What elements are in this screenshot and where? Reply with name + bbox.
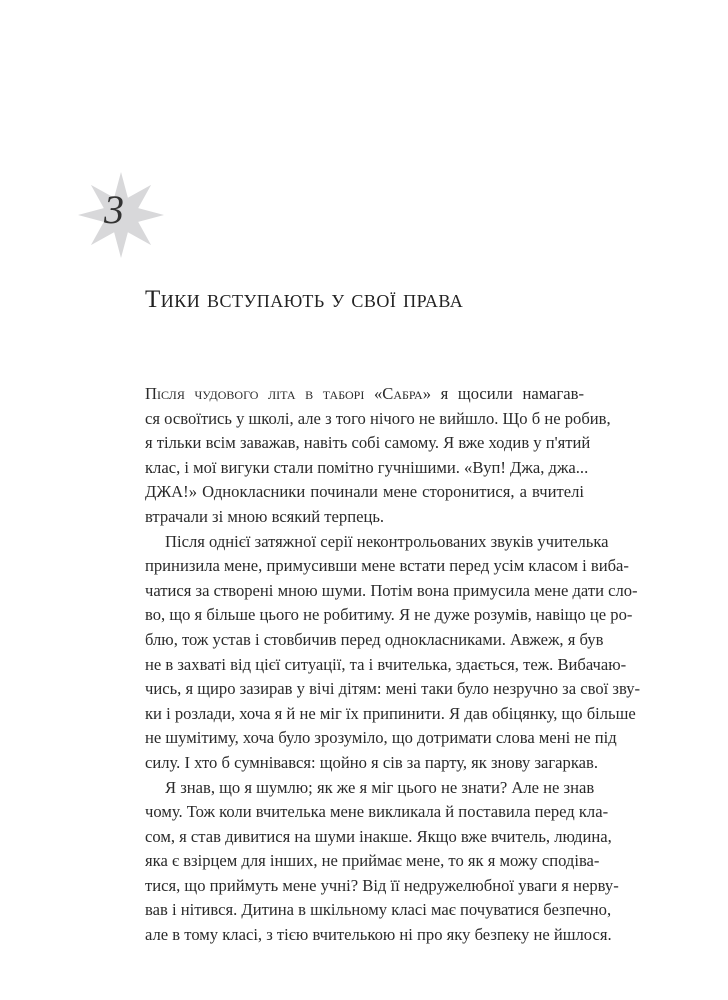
text-line: чись, я щиро зазирав у вічі дітям: мені таки було незручно за свої зву- xyxy=(145,679,641,699)
text-line: яка є взірцем для інших, не приймає мене, то як я можу сподіва- xyxy=(145,851,600,871)
text-line: Після чудового літа в таборі «Сабра» я щосили намагав- xyxy=(145,384,584,403)
text-line: ДЖА!» Однокласники починали мене сторонитися, а вчителі xyxy=(145,482,584,502)
text-line: не в захваті від цієї ситуації, та і вчителька, здається, теж. Вибачаю- xyxy=(145,654,627,674)
text-line: не шумітиму, хоча було зрозуміло, що дотримати слова мені не під xyxy=(145,728,617,748)
text-line: клас, і мої вигуки стали помітно гучнішими. «Вуп! Джа, джа... xyxy=(145,457,589,477)
text-line: Я знав, що я шумлю; як же я міг цього не знати? Але не знав xyxy=(165,777,595,797)
text-line: ки і розлади, хоча я й не міг їх припинити. Я дав обіцянку, що більше xyxy=(145,703,636,723)
text-line: я тільки всім заважав, навіть собі самому. Я вже ходив у п'ятий xyxy=(145,433,591,453)
text-line: але в тому класі, з тією вчителькою ні про яку безпеку не йшлося. xyxy=(145,925,612,945)
text-line: тися, що приймуть мене учні? Від її недружелюбної уваги я нерву- xyxy=(145,875,619,895)
text-line: блю, тож устав і стовбичив перед однокласниками. Авжеж, я був xyxy=(145,629,604,649)
chapter-number: 3 xyxy=(104,187,124,232)
text-line: принизила мене, примусивши мене встати перед усім класом і виба- xyxy=(145,556,629,576)
text-line: во, що я більше цього не робитиму. Я не дуже розумів, навіщо це ро- xyxy=(145,605,633,625)
lead-smallcaps: Після чудового літа в таборі «Сабра» xyxy=(145,384,432,403)
text-line: силу. І хто б сумнівався: щойно я сів за парту, як знову загаркав. xyxy=(145,752,598,772)
text-line: чатися за створені мною шуми. Потім вона примусила мене дати сло- xyxy=(145,580,638,600)
chapter-title: Тики вступають у свої права xyxy=(145,286,464,313)
text-line: втрачали зі мною всякий терпець. xyxy=(145,506,385,526)
text-line: Після однієї затяжної серії неконтрольованих звуків учителька xyxy=(165,531,609,551)
text-line: вав і нітився. Дитина в шкільному класі має почуватися безпечно, xyxy=(145,900,612,920)
text-line: чому. Тож коли вчителька мене викликала й поставила перед кла- xyxy=(145,802,609,822)
text-line: сом, я став дивитися на шуми інакше. Якщо вже вчитель, людина, xyxy=(145,826,612,846)
text-line: ся освоїтись у школі, але з того нічого не вийшло. Що б не робив, xyxy=(145,408,611,428)
body-text xyxy=(145,382,641,948)
